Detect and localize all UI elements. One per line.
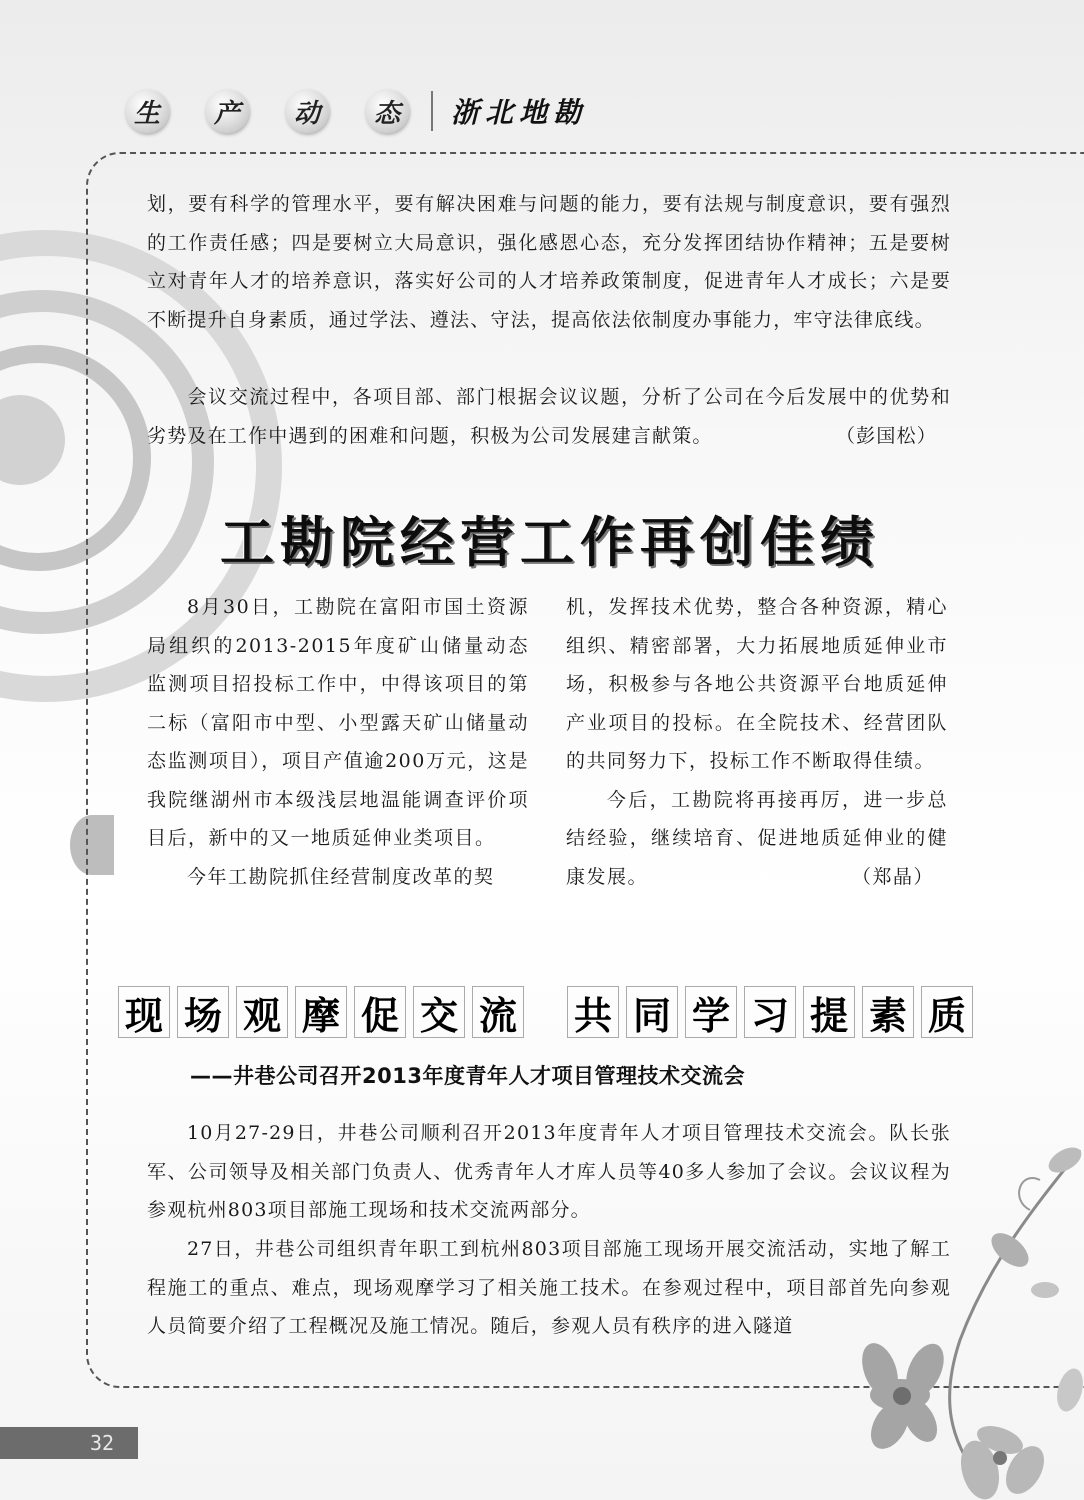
page-header xyxy=(125,86,587,136)
title-char: 素 xyxy=(862,986,914,1038)
header-divider xyxy=(431,91,433,131)
article2-left-paragraph-1: 8月30日，工勘院在富阳市国土资源局组织的2013-2015年度矿山储量动态监测项目招投标工作中，中得该项目的第二标（富阳市中型、小型露天矿山储量动态监测项目），项目产值逾200万元，这是我院继湖州市本级浅层地温能调查评价项目后，新中的又一地质延伸业类项目。 xyxy=(147,596,529,849)
section-char: 生 xyxy=(125,89,169,133)
article3-paragraph-2: 27日，井巷公司组织青年职工到杭州803项目部施工现场开展交流活动，实地了解工程施工的重点、难点，现场观摩学习了相关施工技术。在参观过程中，项目部首先向参观人员简要介绍了工程概况及施工情况。随后，参观人员有秩序的进入隧道 xyxy=(147,1238,951,1337)
article3-title xyxy=(118,986,980,1038)
title-char: 流 xyxy=(472,986,524,1038)
title-char: 场 xyxy=(177,986,229,1038)
article1-paragraph-2: 会议交流过程中，各项目部、部门根据会议议题，分析了公司在今后发展中的优势和劣势及在工作中遇到的困难和问题，积极为公司发展建言献策。 （彭国松） xyxy=(147,378,951,455)
title-char: 摩 xyxy=(295,986,347,1038)
title-gap xyxy=(531,986,567,1038)
title-char: 学 xyxy=(685,986,737,1038)
article1-paragraph-1: 划，要有科学的管理水平，要有解决困难与问题的能力，要有法规与制度意识，要有强烈的工作责任感；四是要树立大局意识，强化感恩心态，充分发挥团结协作精神；五是要树立对青年人才的培养意识，落实好公司的人才培养政策制度，促进青年人才成长；六是要不断提升自身素质，通过学法、遵法、守法，提高依法依制度办事能力，牢守法律底线。 xyxy=(147,193,951,331)
article2-right-paragraph-2: 今后，工勘院将再接再厉，进一步总结经验，继续培育、促进地质延伸业的健康发展。 （郑晶） xyxy=(566,781,948,897)
title-char: 习 xyxy=(744,986,796,1038)
article1-author: （彭国松） xyxy=(835,424,937,447)
article2-author: （郑晶） xyxy=(851,865,934,888)
article2-right-column xyxy=(566,588,948,896)
title-char: 观 xyxy=(236,986,288,1038)
article2-left-paragraph-2: 今年工勘院抓住经营制度改革的契 xyxy=(187,865,495,888)
section-char: 产 xyxy=(205,89,249,133)
title-char: 交 xyxy=(413,986,465,1038)
article2-title: 工勘院经营工作再创佳绩 xyxy=(220,511,880,574)
brand-name: 浙北地勘 xyxy=(451,96,588,129)
title-char: 同 xyxy=(626,986,678,1038)
article3-subtitle: ——井巷公司召开2013年度青年人才项目管理技术交流会 xyxy=(190,1064,745,1088)
section-char: 动 xyxy=(285,89,329,133)
title-char: 提 xyxy=(803,986,855,1038)
title-char: 促 xyxy=(354,986,406,1038)
title-char: 现 xyxy=(118,986,170,1038)
page-number: 32 xyxy=(0,1427,138,1459)
section-char: 态 xyxy=(365,89,409,133)
article2-right-paragraph-1: 机，发挥技术优势，整合各种资源，精心组织、精密部署，大力拓展地质延伸业市场，积极参与各地公共资源平台地质延伸产业项目的投标。在全院技术、经营团队的共同努力下，投标工作不断取得佳绩。 xyxy=(566,596,948,772)
article3-paragraph-1: 10月27-29日，井巷公司顺利召开2013年度青年人才项目管理技术交流会。队长张军、公司领导及相关部门负责人、优秀青年人才库人员等40多人参加了会议。会议议程为参观杭州803项目部施工现场和技术交流两部分。 xyxy=(147,1122,951,1221)
title-char: 质 xyxy=(921,986,973,1038)
flower-vine-decoration xyxy=(840,1140,1084,1500)
article2-left-column xyxy=(147,588,529,896)
title-char: 共 xyxy=(567,986,619,1038)
